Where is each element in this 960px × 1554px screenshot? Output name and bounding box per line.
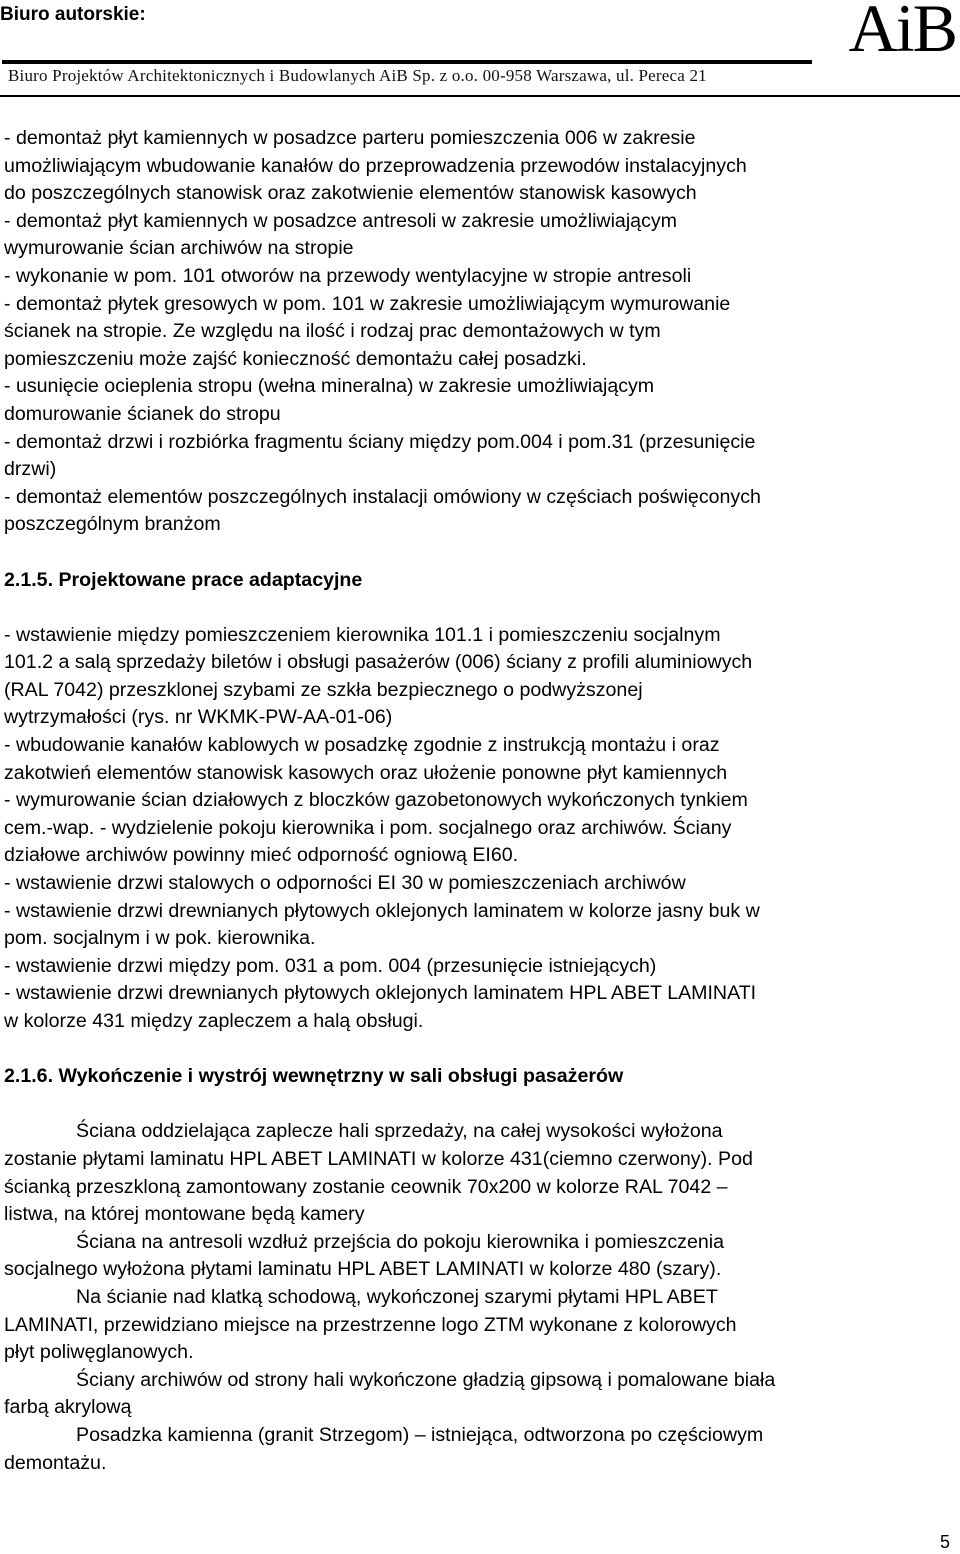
text-line: demontażu. [4,1451,107,1474]
text-line: cem.-wap. - wydzielenie pokoju kierownika i pom. socjalnego oraz archiwów. Ściany [4,816,732,839]
bureau-details: Biuro Projektów Architektonicznych i Budowlanych AiB Sp. z o.o. 00-958 Warszawa, ul. Pereca 21 [8,66,707,85]
text-line: zakotwień elementów stanowisk kasowych oraz ułożenie ponowne płyt kamiennych [4,761,728,784]
text-line: - usunięcie ocieplenia stropu (wełna mineralna) w zakresie umożliwiającym [4,375,655,398]
text-line: listwa, na której montowane będą kamery [4,1203,365,1226]
paragraph-start-line: Posadzka kamienna (granit Strzegom) – istniejąca, odtworzona po częściowym [76,1423,764,1446]
text-line: w kolorze 431 między zapleczem a halą obsługi. [4,1010,424,1032]
bureau-label: Biuro autorskie: [0,4,146,25]
text-line: - wstawienie drzwi między pom. 031 a pom. 004 (przesunięcie istniejących) [4,954,657,977]
paragraph-start-line: Na ścianie nad klatką schodową, wykończonej szarymi płytami HPL ABET [76,1285,718,1308]
text-line: - wstawienie drzwi stalowych o odporności EI 30 w pomieszczeniach archiwów [4,872,686,895]
paragraph-start-line: Ściana na antresoli wzdłuż przejścia do pokoju kierownika i pomieszczenia [76,1230,725,1253]
text-line: ścianką przeszkloną zamontowany zostanie ceownik 70x200 w kolorze RAL 7042 – [4,1175,728,1198]
text-line: - demontaż płytek gresowych w pom. 101 w zakresie umożliwiającym wymurowanie [4,292,731,315]
header-rule [2,60,812,64]
text-line: płyt poliwęglanowych. [4,1341,194,1364]
text-line: - demontaż płyt kamiennych w posadzce antresoli w zakresie umożliwiającym [4,209,677,232]
text-line: - demontaż drzwi i rozbiórka fragmentu ściany między pom.004 i pom.31 (przesunięcie [4,430,756,453]
text-line: 101.2 a salą sprzedaży biletów i obsługi pasażerów (006) ściany z profili aluminiowych [4,651,753,674]
text-line: do poszczególnych stanowisk oraz zakotwienie elementów stanowisk kasowych [4,182,697,205]
text-line: zostanie płytami laminatu HPL ABET LAMINATI w kolorze 431(ciemno czerwony). Pod [4,1147,753,1170]
text-line: LAMINATI, przewidziano miejsce na przestrzenne logo ZTM wykonane z kolorowych [4,1313,737,1336]
paragraph-start-line: Ściany archiwów od strony hali wykończone gładzią gipsową i pomalowane biała [76,1368,776,1391]
aib-logo: AiB [848,0,956,66]
page-number: 5 [939,1532,950,1552]
text-line: socjalnego wyłożona płytami laminatu HPL ABET LAMINATI w kolorze 480 (szary). [4,1258,722,1281]
text-line: - wymurowanie ścian działowych z bloczków gazobetonowych wykończonych tynkiem [4,789,748,812]
paragraph-start-line: Ściana oddzielająca zaplecze hali sprzedaży, na całej wysokości wyłożona [76,1120,723,1143]
text-line: - demontaż elementów poszczególnych instalacji omówiony w częściach poświęconych [4,485,761,508]
text-line: farbą akrylową [4,1396,132,1419]
text-line: - wstawienie drzwi drewnianych płytowych oklejonych laminatem w kolorze jasny buk w [4,899,760,922]
text-line: pom. socjalnym i w pok. kierownika. [4,927,316,950]
section-heading-2-1-5: 2.1.5. Projektowane prace adaptacyjne [4,568,363,591]
text-line: (RAL 7042) przeszklonej szybami ze szkła bezpiecznego o podwyższonej [4,678,643,701]
section-heading-2-1-6: 2.1.6. Wykończenie i wystrój wewnętrzny w sali obsługi pasażerów [4,1065,624,1088]
text-line: wytrzymałości (rys. nr WKMK-PW-AA-01-06) [4,706,393,729]
text-line: pomieszczeniu może zajść konieczność demontażu całej posadzki. [4,347,587,370]
document-body [4,125,954,1477]
header-bottom-rule [0,95,960,97]
text-line: - wbudowanie kanałów kablowych w posadzkę zgodnie z instrukcją montażu i oraz [4,734,720,757]
text-line: wymurowanie ścian archiwów na stropie [4,237,354,260]
text-line: działowe archiwów powinny mieć odporność ogniową EI60. [4,844,519,867]
text-line: - wstawienie drzwi drewnianych płytowych oklejonych laminatem HPL ABET LAMINATI [4,982,757,1005]
text-line: umożliwiającym wbudowanie kanałów do przeprowadzenia przewodów instalacyjnych [4,154,747,177]
text-line: drzwi) [4,458,57,481]
text-line: - wykonanie w pom. 101 otworów na przewody wentylacyjne w stropie antresoli [4,264,692,287]
text-line: poszczególnym branżom [4,513,221,536]
text-line: - demontaż płyt kamiennych w posadzce parteru pomieszczenia 006 w zakresie [4,127,696,149]
text-line: domurowanie ścianek do stropu [4,402,281,425]
text-line: - wstawienie między pomieszczeniem kierownika 101.1 i pomieszczeniu socjalnym [4,623,721,646]
text-line: ścianek na stropie. Ze względu na ilość i rodzaj prac demontażowych w tym [4,320,661,343]
